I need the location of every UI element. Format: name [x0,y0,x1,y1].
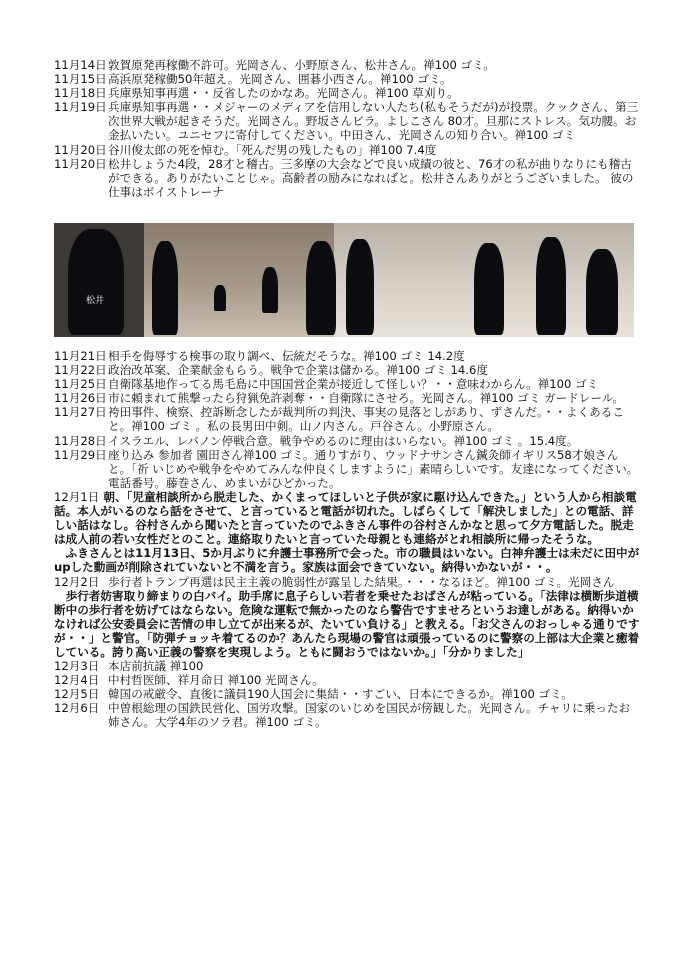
entry-text: 座り込み 参加者 園田さん禅100 ゴミ。通りすがり、ウッドナサンさん鍼灸師イギリス58才娘さんと。「祈 いじめや戦争をやめてみんな仲良くしますように」素晴らしいです。友達になってください。電話番号。藤巻さん、めまいがひどかった。 [108,447,639,490]
photo-label: 松井 [86,296,105,306]
diary-entry [54,100,640,142]
entry-date: 11月21日 [54,349,107,363]
diary-entry [54,659,640,673]
entry-date: 12月4日 [54,673,100,688]
diary-entry [54,157,640,199]
kendo-photo-strip [54,223,634,337]
entry-date: 11月29日 [54,447,107,462]
entry-date: 11月15日 [54,72,107,87]
entry-text: 朝、「児童相談所から脱走した、かくまってほしいと子供が家に駆け込んできた。」という人から相談電話。本人がいるのなら話をさせて、と言っていると電話が切れた。しばらくして「解決しました」との電話、詳しい話はなし。谷村さんから聞いたと言っていたのでふきさん事件の谷村さんかなと思って夕方電話した。脱走は成人前の若い女性だとのこと。連絡取りたいと言っていた母親とも連絡がとれ相談所に帰ったそうな。 [54,489,637,547]
police-paragraph: 歩行者妨害取り締まりの白バイ。助手席に息子らしい若者を乗せたおばさんが粘っている。「法律は横断歩道横断中の歩行者を妨げてはならない。危険な運転で無かったのなら警告ですませろというお達しがある。納得いかなければ公安委員会に苦情の申し立てが出来るが、たいてい負ける」と教える。「お父さんのおっしゃる通りですが・・」と警官。「防弾チョッキ着てるのか？あんたら現場の警官は頑張っているのに警察の上部は大企業と癒着している。誇り高い正義の警察を実現しよう。ともに闘おうではないか。」「分かりました」 [54,588,640,659]
entry-text: 政治改革案、企業献金もらう。戦争で企業は儲かる。禅100 ゴミ 14.6度 [108,363,488,378]
entry-text: 市に頼まれて熊撃ったら狩猟免許剥奪・・自衛隊にさせろ。光岡さん。禅100 ゴミ ガードレール。 [108,391,624,406]
diary-entry [54,575,640,589]
entry-date: 11月25日 [54,377,107,392]
diary-entry [54,687,640,701]
entry-date: 11月26日 [54,391,107,406]
diary-entry [54,673,640,687]
entry-date: 12月2日 [54,574,100,589]
entry-date: 11月27日 [54,405,107,420]
diary-entry [54,86,640,100]
entry-text: 中曽根総理の国鉄民営化、国労攻撃。国家のいじめを国民が傍観した。光岡さん。チャリに乗ったお姉さん。大学4年のソラ君。禅100 ゴミ。 [108,701,631,730]
entry-text: 韓国の戒厳令、直後に議員190人国会に集結・・すごい、日本にできるか。禅100 ゴミ。 [108,687,573,702]
diary-entries-top [54,58,640,199]
kendo-fighter [68,229,124,335]
entry-text: 敦賀原発再稼働不許可。光岡さん、小野原さん、松井さん。禅100 ゴミ。 [108,58,495,72]
entry-text: イスラエル、レバノン停戦合意。戦争やめるのに理由はいらない。禅100 ゴミ 。15.4度。 [108,433,579,448]
diary-entry [54,143,640,157]
entry-text: 自衛隊基地作ってる馬毛島に中国国営企業が接近して怪しい？・・意味わからん。禅100 ゴミ [108,377,599,392]
entry-text: 高浜原発稼働50年超え。光岡さん、囲碁小西さん。禅100 ゴミ。 [108,72,452,87]
kendo-fighter [474,243,504,335]
dec1-paragraph [54,490,640,546]
diary-entry [54,363,640,377]
entry-text: 相手を侮辱する検事の取り調べ、伝統だそうな。禅100 ゴミ 14.2度 [108,349,465,363]
entry-date: 12月6日 [54,701,100,716]
diary-entries-lower [54,349,640,730]
kendo-fighter [152,241,178,335]
diary-entry [54,701,640,729]
entry-date: 11月18日 [54,86,107,101]
entry-text: 兵庫県知事再選・・反省したのかなあ。光岡さん。禅100 草刈り。 [108,86,459,101]
diary-entry [54,72,640,86]
entry-date: 11月22日 [54,363,107,378]
entry-text: 中村哲医師、祥月命日 禅100 光岡さん。 [108,673,324,688]
entry-date: 12月1日 [54,489,100,504]
entry-date: 11月28日 [54,433,107,448]
entry-text: 松井しょうた4段，28才と稽古。三多摩の大会などで良い成績の彼と、76才の私が曲りなりにも稽古ができる。ありがたいことじゃ。高齢者の励みになればと。松井さんありがとうございました。 彼の仕事はボイストレーナ [108,156,634,199]
entry-text: 谷川俊太郎の死を悼む。「死んだ男の残したもの」禅100 7.4度 [108,142,437,157]
diary-entry [54,349,640,363]
entry-date: 11月14日 [54,58,107,72]
diary-entry [54,405,640,433]
diary-entry [54,58,640,72]
kendo-fighter [586,249,618,335]
kendo-fighter [306,241,336,335]
entry-date: 11月20日 [54,156,107,171]
diary-entry [54,434,640,448]
entry-date: 11月20日 [54,142,107,157]
fuki-paragraph: ふきさんとは11月13日、5か月ぶりに弁護士事務所で会った。市の職員はいない。白神弁護士は未だに田中がupした動画が削除されていないと不満を言う。家族は面会できていない。納得いかないが・・。 [54,546,640,575]
diary-entry [54,448,640,490]
entry-text: 兵庫県知事再選・・メジャーのメディアを信用しない人たち(私もそうだが)が投票。クックさん、第三次世界大戦が起きそうだ。光岡さん。野坂さんビラ。よしこさん 80才。旦那にストレス。気功腰。お金払いたい。ユニセフに寄付してください。中田さん、光岡さんの知り合い。禅100 ゴミ [108,100,639,143]
kendo-fighter [262,267,278,313]
entry-text: 歩行者トランプ再選は民主主義の脆弱性が露呈した結果。・・・なるほど。禅100 ゴミ。光岡さん [108,574,615,589]
kendo-fighter [214,285,226,311]
entry-date: 12月5日 [54,687,100,702]
entry-text: 本店前抗議 禅100 [108,659,204,674]
entry-text: 袴田事件、検察、控訴断念したが裁判所の判決、事実の見落としがあり、ずさんだ。・・よくあること。禅100 ゴミ 。私の長男田中剣。山ノ内さん。戸谷さん。小野原さん。 [108,405,624,434]
entry-date: 12月3日 [54,659,100,674]
entry-date: 11月19日 [54,100,107,115]
diary-entry [54,391,640,405]
kendo-fighter [346,239,374,335]
diary-entry [54,377,640,391]
kendo-fighter [536,237,566,335]
